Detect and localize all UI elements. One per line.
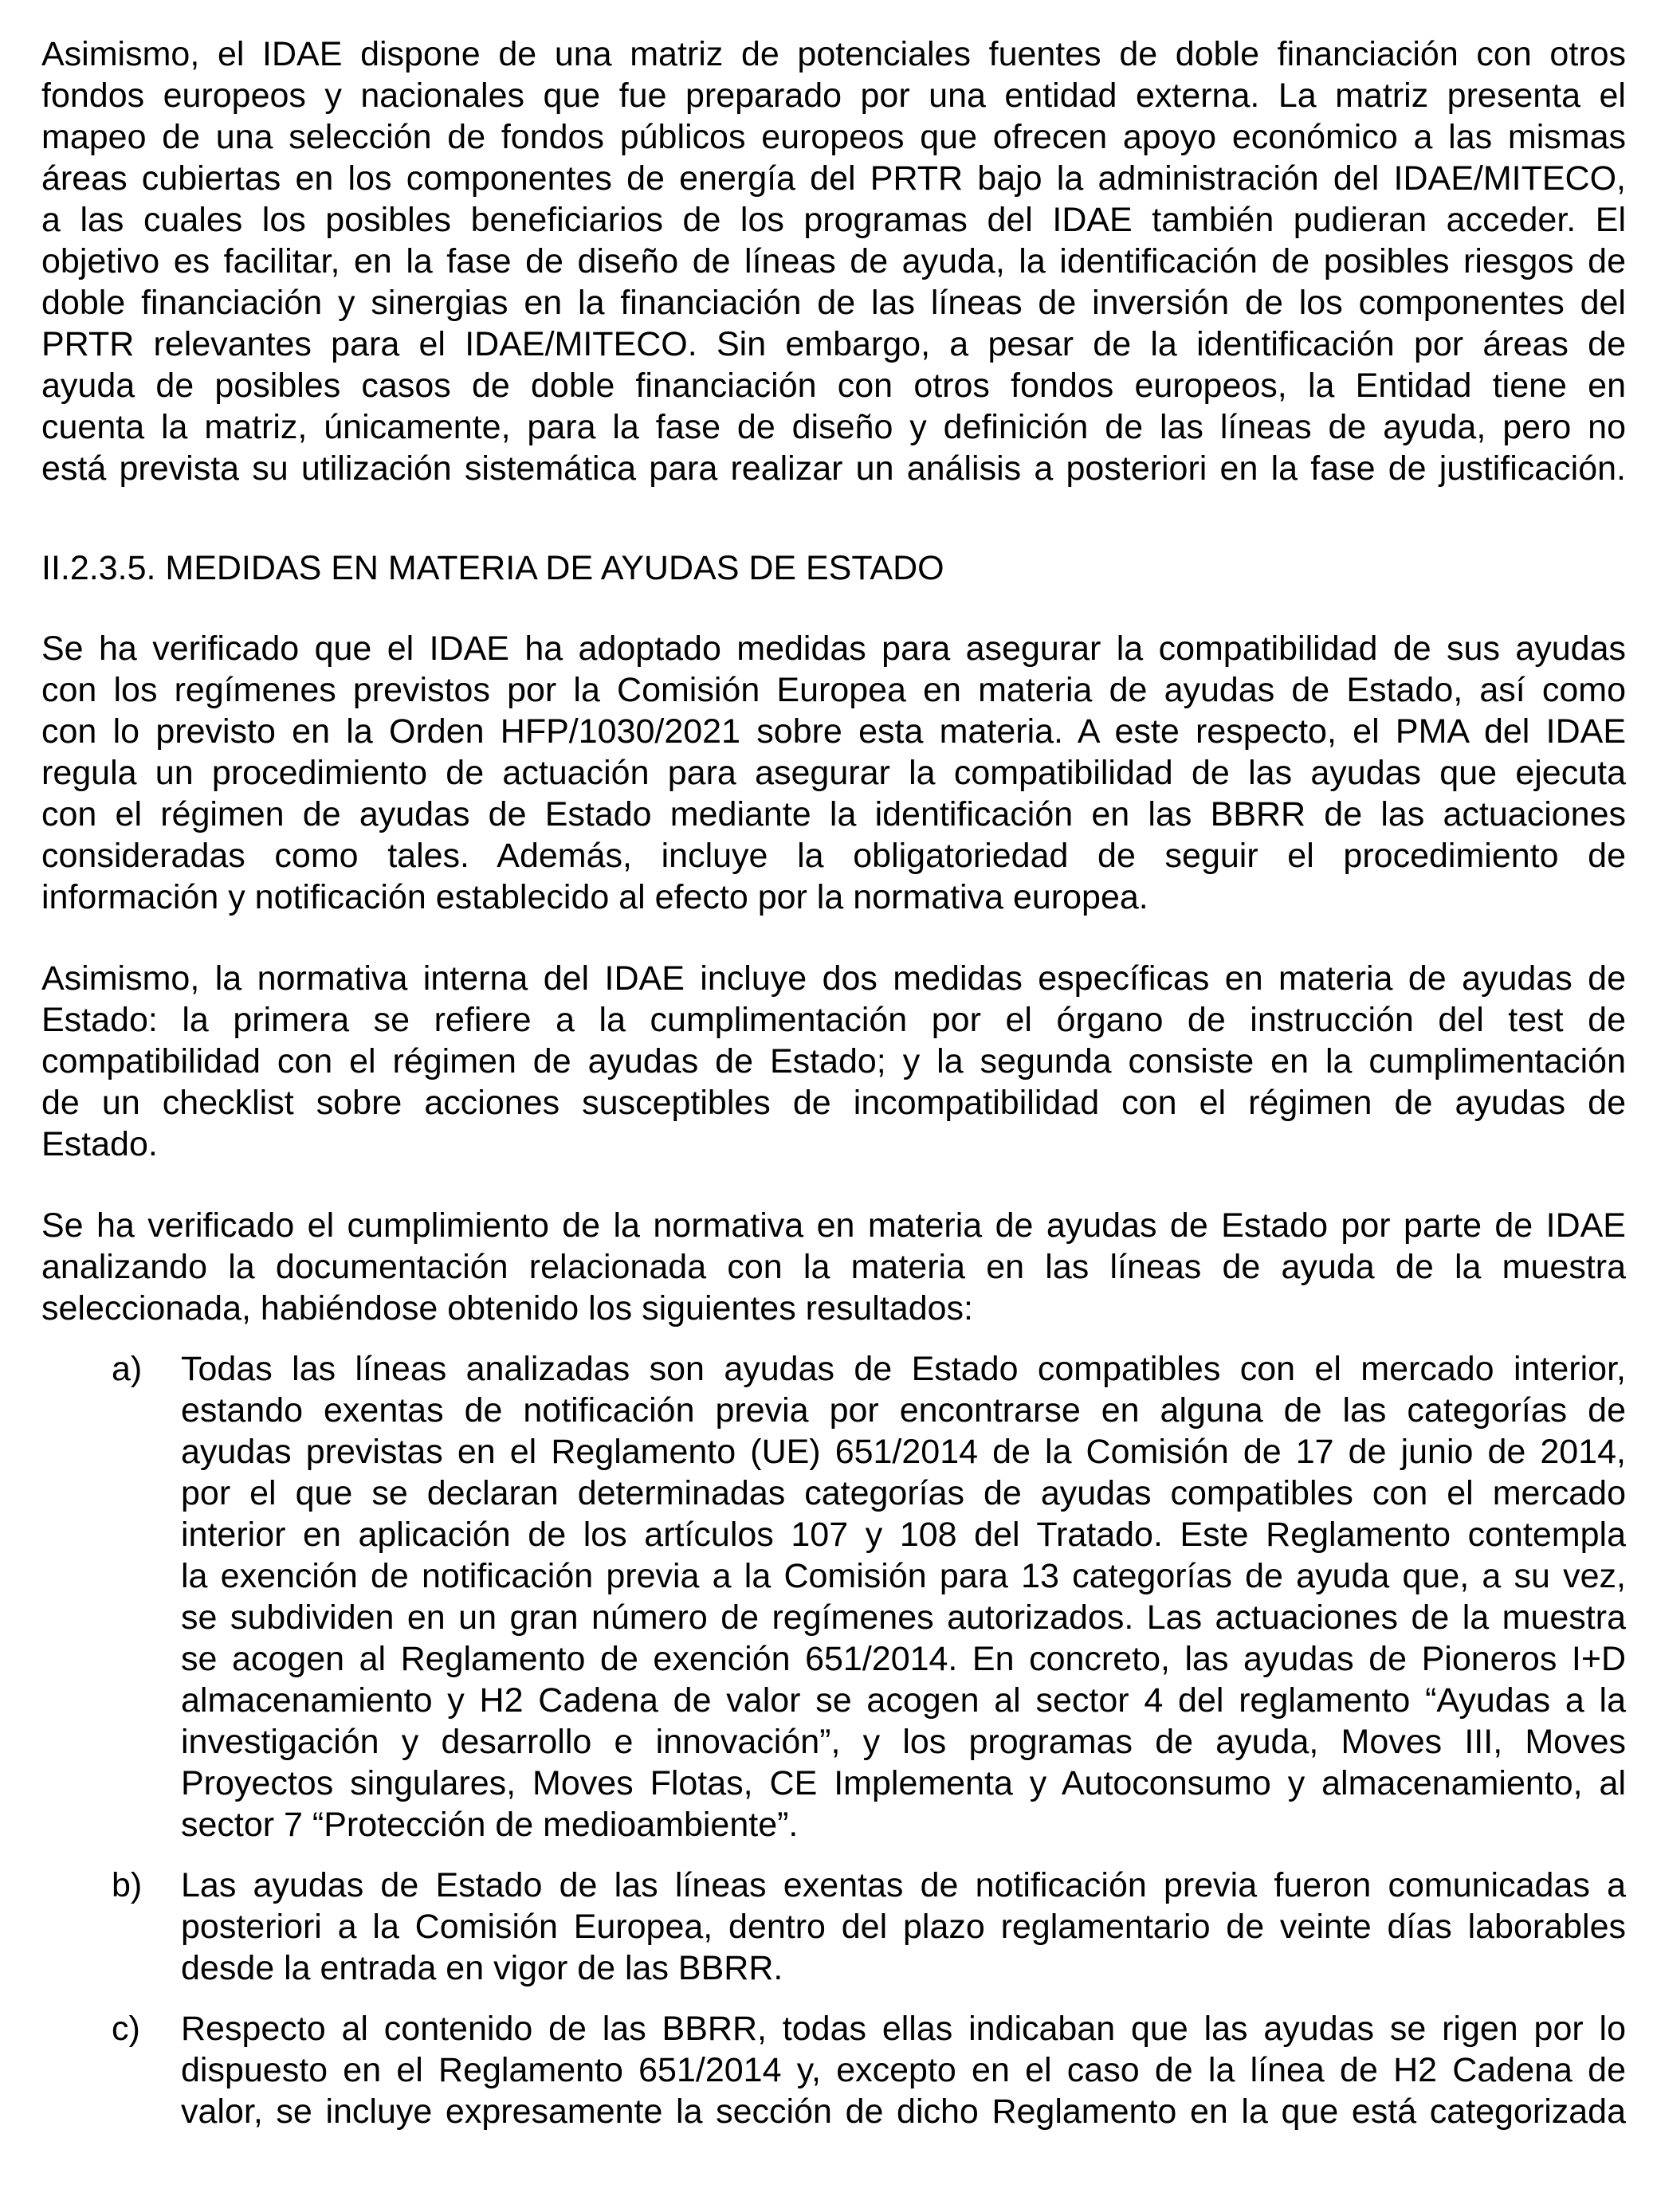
list-item-line: Las ayudas de Estado de las líneas exentas de notificación previa fueron comunicadas a [181, 1866, 1626, 1904]
list-item-line: por el que se declaran determinadas categorías de ayudas compatibles con el mercado [181, 1474, 1626, 1512]
paragraph-line: con el régimen de ayudas de Estado mediante la identificación en las BBRR de las actuaciones [41, 795, 1626, 833]
paragraph-line: Asimismo, la normativa interna del IDAE incluye dos medidas específicas en materia de ayudas de [41, 959, 1626, 998]
list-item-line: valor, se incluye expresamente la sección de dicho Reglamento en la que está categorizada [181, 2092, 1626, 2131]
list-marker: b) [112, 1866, 143, 1904]
list-item-line: se acogen al Reglamento de exención 651/2014. En concreto, las ayudas de Pioneros I+D [181, 1640, 1626, 1678]
paragraph-line: áreas cubiertas en los componentes de energía del PRTR bajo la administración del IDAE/MITECO, [41, 159, 1626, 198]
list-item-line: dispuesto en el Reglamento 651/2014 y, excepto en el caso de la línea de H2 Cadena de [181, 2051, 1626, 2089]
paragraph-line: mapeo de una selección de fondos públicos europeos que ofrecen apoyo económico a las mismas [41, 118, 1626, 156]
paragraph-line: está prevista su utilización sistemática para realizar un análisis a posteriori en la fase de justificación. [41, 449, 1626, 488]
list-item-line: interior en aplicación de los artículos 107 y 108 del Tratado. Este Reglamento contempla [181, 1516, 1626, 1554]
list-item-line: la exención de notificación previa a la Comisión para 13 categorías de ayuda que, a su vez, [181, 1557, 1626, 1595]
paragraph-line: regula un procedimiento de actuación para asegurar la compatibilidad de las ayudas que ejecuta [41, 754, 1626, 792]
paragraph-line: a las cuales los posibles beneficiarios de los programas del IDAE también pudieran acceder. El [41, 201, 1626, 239]
paragraph-line: consideradas como tales. Además, incluye la obligatoriedad de seguir el procedimiento de [41, 837, 1626, 875]
list-item-line: se subdividen en un gran número de regímenes autorizados. Las actuaciones de la muestra [181, 1598, 1626, 1637]
list-item-line: ayudas previstas en el Reglamento (UE) 651/2014 de la Comisión de 17 de junio de 2014, [181, 1433, 1626, 1471]
list-item-line: investigación y desarrollo e innovación”, y los programas de ayuda, Moves III, Moves [181, 1723, 1626, 1761]
paragraph-line: Estado: la primera se refiere a la cumplimentación por el órgano de instrucción del test de [41, 1001, 1626, 1039]
paragraph-line: analizando la documentación relacionada con la materia en las líneas de ayuda de la muestra [41, 1248, 1626, 1286]
paragraph-line: ayuda de posibles casos de doble financiación con otros fondos europeos, la Entidad tiene en [41, 367, 1626, 405]
paragraph-line: con lo previsto en la Orden HFP/1030/2021 sobre esta materia. A este respecto, el PMA del IDAE [41, 712, 1626, 751]
paragraph-line: Se ha verificado que el IDAE ha adoptado medidas para asegurar la compatibilidad de sus ayudas [41, 629, 1626, 668]
paragraph-line: fondos europeos y nacionales que fue preparado por una entidad externa. La matriz presenta el [41, 76, 1626, 115]
paragraph-line: Estado. [41, 1125, 158, 1163]
list-item-line: almacenamiento y H2 Cadena de valor se acogen al sector 4 del reglamento “Ayudas a la [181, 1681, 1626, 1720]
list-item-line: Todas las líneas analizadas son ayudas de Estado compatibles con el mercado interior, [181, 1350, 1626, 1388]
paragraph-line: Se ha verificado el cumplimiento de la normativa en materia de ayudas de Estado por parte de IDAE [41, 1206, 1626, 1245]
list-item-line: estando exentas de notificación previa por encontrarse en alguna de las categorías de [181, 1391, 1626, 1430]
paragraph-line: con los regímenes previstos por la Comisión Europea en materia de ayudas de Estado, así como [41, 671, 1626, 709]
list-item-line: Respecto al contenido de las BBRR, todas ellas indicaban que las ayudas se rigen por lo [181, 2010, 1626, 2048]
list-marker: c) [112, 2010, 140, 2048]
paragraph-line: PRTR relevantes para el IDAE/MITECO. Sin embargo, a pesar de la identificación por áreas de [41, 325, 1626, 363]
list-item-line: sector 7 “Protección de medioambiente”. [181, 1806, 799, 1844]
paragraph-line: seleccionada, habiéndose obtenido los siguientes resultados: [41, 1289, 973, 1328]
paragraph-line: información y notificación establecido al efecto por la normativa europea. [41, 878, 1148, 916]
list-item-line: desde la entrada en vigor de las BBRR. [181, 1949, 783, 1987]
section-heading: II.2.3.5. MEDIDAS EN MATERIA DE AYUDAS DE ESTADO [41, 549, 944, 587]
list-marker: a) [112, 1350, 143, 1388]
paragraph-line: de un checklist sobre acciones susceptibles de incompatibilidad con el régimen de ayudas de [41, 1084, 1626, 1122]
paragraph-line: cuenta la matriz, únicamente, para la fase de diseño y definición de las líneas de ayuda, pero no [41, 408, 1626, 446]
list-item-line: Proyectos singulares, Moves Flotas, CE Implementa y Autoconsumo y almacenamiento, al [181, 1764, 1626, 1802]
paragraph-line: objetivo es facilitar, en la fase de diseño de líneas de ayuda, la identificación de posibles riesgos de [41, 242, 1626, 280]
paragraph-line: compatibilidad con el régimen de ayudas de Estado; y la segunda consiste en la cumplimentación [41, 1042, 1626, 1081]
paragraph-line: Asimismo, el IDAE dispone de una matriz de potenciales fuentes de doble financiación con otros [41, 35, 1626, 73]
list-item-line: posteriori a la Comisión Europea, dentro del plazo reglamentario de veinte días laborables [181, 1908, 1626, 1946]
paragraph-line: doble financiación y sinergias en la financiación de las líneas de inversión de los componentes del [41, 284, 1626, 322]
